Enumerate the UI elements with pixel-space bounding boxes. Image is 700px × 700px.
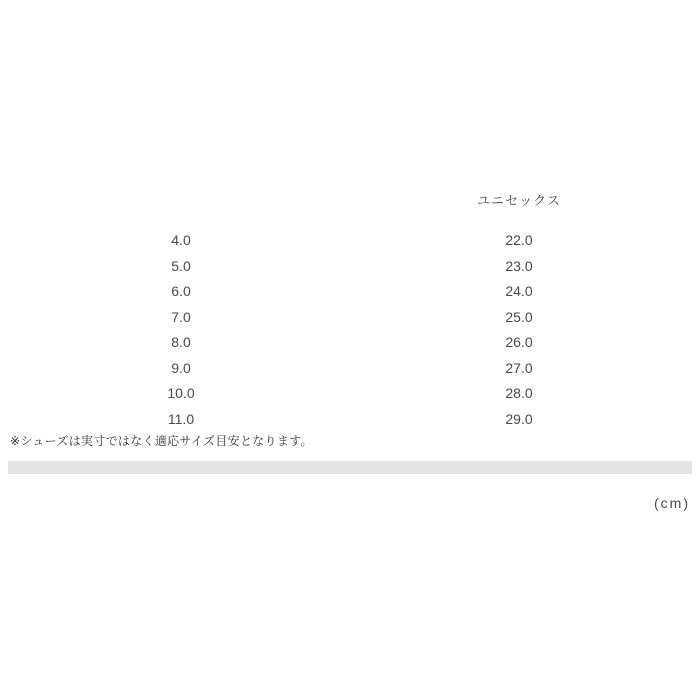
us-size-cell: 4.0	[171, 232, 191, 248]
us-size-cell: 10.0	[167, 385, 195, 401]
size-row	[0, 356, 700, 382]
cm-size-cell: 24.0	[505, 283, 533, 299]
cm-size-cell: 23.0	[505, 257, 533, 274]
size-row	[0, 228, 700, 254]
size-table	[0, 228, 700, 432]
cm-size-cell: 29.0	[505, 410, 533, 427]
size-row	[0, 305, 700, 331]
divider-bar	[8, 461, 692, 474]
cm-size-cell: 22.0	[505, 232, 533, 248]
size-disclaimer-note: ※シューズは実寸ではなく適応サイズ目安となります。	[10, 434, 313, 448]
us-size-cell: 5.0	[171, 257, 191, 274]
size-row	[0, 254, 700, 280]
size-row	[0, 279, 700, 305]
unit-label: (cm)	[654, 495, 690, 511]
us-size-cell: 11.0	[167, 410, 195, 427]
size-row	[0, 407, 700, 433]
cm-size-cell: 25.0	[505, 308, 533, 325]
us-size-cell: 6.0	[171, 283, 191, 299]
column-header-unisex: ユニセックス	[477, 193, 561, 208]
cm-size-cell: 27.0	[505, 359, 533, 376]
us-size-cell: 8.0	[171, 334, 191, 350]
cm-size-cell: 28.0	[505, 385, 533, 401]
size-row	[0, 381, 700, 407]
size-row	[0, 330, 700, 356]
us-size-cell: 7.0	[171, 308, 191, 325]
us-size-cell: 9.0	[171, 359, 191, 376]
cm-size-cell: 26.0	[505, 334, 533, 350]
